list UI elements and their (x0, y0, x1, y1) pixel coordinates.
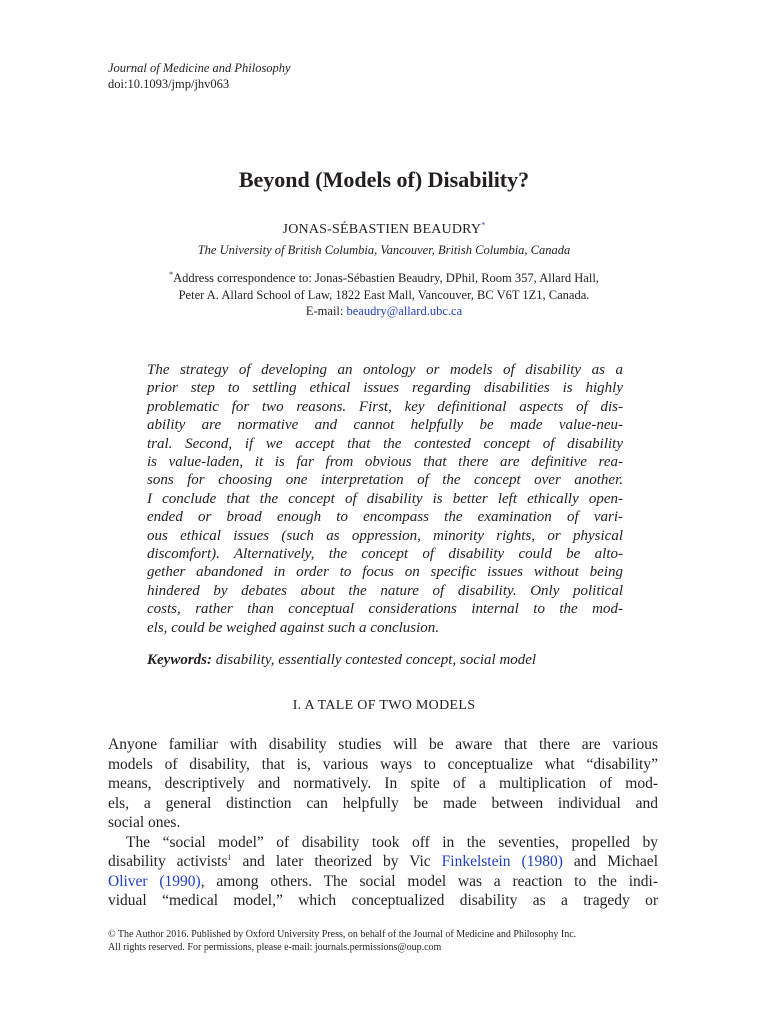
abstract-line: I conclude that the concept of disability is better left ethically open- (147, 490, 623, 507)
paragraph-2 (108, 833, 658, 911)
article-title: Beyond (Models of) Disability? (238, 167, 530, 192)
abstract-line: The strategy of developing an ontology or models of disability as a (147, 362, 623, 378)
paragraph-1 (108, 735, 658, 833)
abstract-line: gether abandoned in order to focus on specific issues without being (147, 564, 623, 581)
abstract-line: tral. Second, if we accept that the contested concept of disability (147, 435, 623, 452)
correspondence-line-2: Peter A. Allard School of Law, 1822 East Mall, Vancouver, BC V6T 1Z1, Canada. (178, 287, 590, 302)
body-text (108, 735, 658, 911)
body-line: vidual “medical model,” which conceptualized disability as a tragedy or (108, 892, 658, 909)
body-line: Anyone familiar with disability studies will be aware that there are various (108, 736, 658, 753)
author-line (0, 222, 768, 238)
abstract-line: hindered by debates about the nature of disability. Only political (147, 582, 623, 599)
body-line: disability activists$^1$ and later theorized by Vic Finkelstein (1980) and Michael (108, 852, 658, 870)
keywords-line (147, 651, 623, 669)
keywords-label: Keywords: (147, 652, 212, 668)
correspondence-line-1: *Address correspondence to: Jonas-Sébastien Beaudry, DPhil, Room 357, Allard Hall, (169, 269, 599, 285)
abstract-line: costs, rather than conceptual considerations internal to the mod- (147, 601, 623, 618)
keywords-text: disability, essentially contested concept, social model (212, 652, 537, 668)
copyright-line-1: © The Author 2016. Published by Oxford University Press, on behalf of the Journal of Medicine and Philosophy Inc. (108, 929, 577, 940)
author-affiliation: The University of British Columbia, Vancouver, British Columbia, Canada (197, 243, 571, 257)
body-line: models of disability, that is, various ways to conceptualize what “disability” (108, 755, 658, 773)
doi: doi:10.1093/jmp/jhv063 (108, 77, 230, 91)
correspondence-block (108, 270, 660, 320)
abstract-line: prior step to settling ethical issues regarding disabilities is highly (147, 380, 623, 397)
abstract-line: discomfort). Alternatively, the concept of disability could be alto- (147, 546, 623, 563)
correspondence-email-line (108, 303, 660, 320)
correspondence-marker: * (169, 269, 174, 279)
email-label: E-mail: (305, 304, 347, 318)
citation-finkelstein[interactable]: Finkelstein (1980) (441, 853, 563, 870)
body-line: The “social model” of disability took off in the seventies, propelled by (126, 833, 658, 851)
email-link[interactable]: beaudry@allard.ubc.ca (346, 304, 463, 318)
author-footnote-marker[interactable]: * (481, 220, 486, 230)
abstract-line: ended or broad enough to encompass the examination of vari- (147, 509, 623, 526)
abstract-line: els, could be weighed against such a conclusion. (147, 619, 440, 636)
abstract-line: is value-laden, it is far from obvious that there are definitive rea- (147, 454, 623, 471)
abstract-line: ous ethical issues (such as oppression, minority rights, or physical (147, 527, 623, 544)
body-line: els, a general distinction can helpfully be made between individual and (108, 794, 658, 812)
footnote-1-marker[interactable]: 1 (227, 852, 232, 862)
body-line: Oliver (1990), among others. The social model was a reaction to the indi- (108, 872, 658, 890)
abstract (147, 361, 623, 637)
abstract-line: sons for choosing one interpretation of the concept over another. (147, 472, 623, 489)
author-name: JONAS-SÉBASTIEN BEAUDRY (282, 222, 482, 237)
body-line: means, descriptively and normatively. In spite of a multiplication of mod- (108, 775, 658, 792)
body-line: social ones. (108, 814, 181, 831)
journal-name: Journal of Medicine and Philosophy (108, 61, 291, 75)
copyright-footer (108, 928, 576, 954)
section-heading: I. A TALE OF TWO MODELS (292, 698, 476, 713)
citation-oliver[interactable]: Oliver (1990) (108, 872, 201, 890)
abstract-line: problematic for two reasons. First, key definitional aspects of dis- (147, 398, 623, 415)
abstract-line: ability are normative and cannot helpfully be made value-neu- (147, 417, 623, 434)
copyright-line-2: All rights reserved. For permissions, please e-mail: journals.permissions@oup.com (108, 942, 442, 953)
journal-header (108, 60, 291, 92)
